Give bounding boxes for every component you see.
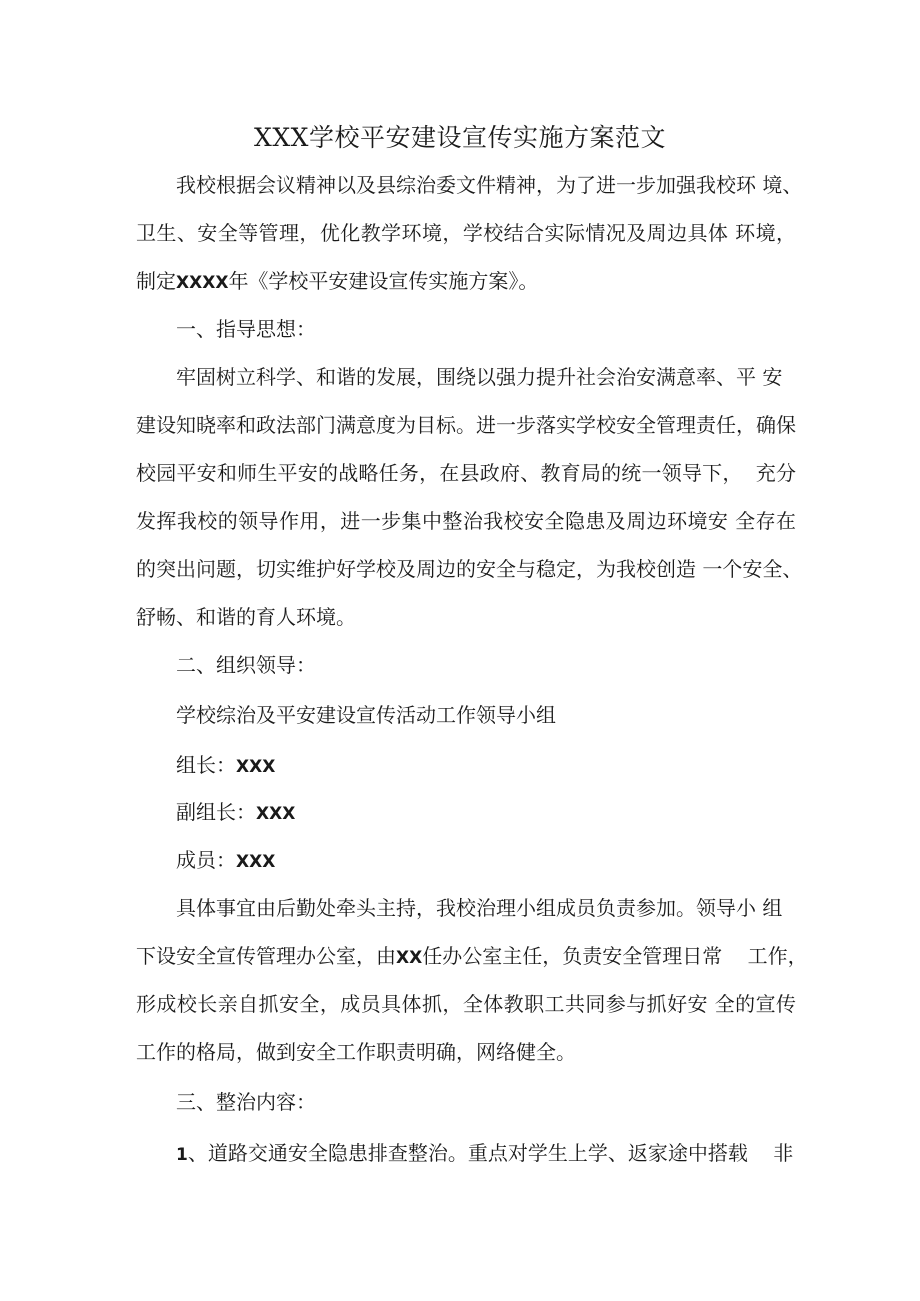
deputy-leader-label: 副组长： (176, 800, 256, 824)
intro-line-3 (136, 266, 796, 298)
section-3-heading: 三、整治内容： (176, 1090, 316, 1114)
group-members-name: XXX (236, 852, 276, 872)
group-members (176, 845, 275, 877)
group-leader-name: XXX (236, 757, 276, 777)
group-members-label: 成员： (176, 848, 236, 872)
intro-year-placeholder: XXXX (176, 273, 229, 293)
section-2-para-line-2 (136, 941, 808, 973)
group-leader-label: 组长： (176, 753, 236, 777)
deputy-leader-name: XXX (256, 804, 296, 824)
section-2-heading: 二、组织领导： (176, 653, 316, 677)
section-2-para-line-2-suffix: 任办公室主任，负责安全管理日常 工作， (422, 944, 808, 968)
intro-line-3-suffix: 年《学校平安建设宣传实施方案》。 (228, 269, 539, 293)
section-2-para-line-3: 形成校长亲自抓安全，成员具体抓，全体教职工共同参与抓好安 全的宣传 (136, 992, 796, 1016)
leadership-group-title: 学校综治及平安建设宣传活动工作领导小组 (176, 703, 556, 727)
intro-line-1: 我校根据会议精神以及县综治委文件精神，为了进一步加强我校环 境、 (176, 173, 803, 197)
section-2-para-line-2-prefix: 下设安全宣传管理办公室，由 (136, 944, 396, 968)
section-2-para-line-4: 工作的格局，做到安全工作职责明确，网络健全。 (136, 1040, 576, 1064)
deputy-leader (176, 797, 295, 829)
section-1-line-1: 牢固树立科学、和谐的发展，围绕以强力提升社会治安满意率、平 安 (176, 365, 783, 389)
document-title: XXX学校平安建设宣传实施方案范文 (254, 123, 666, 152)
section-2-para-line-1: 具体事宜由后勤处牵头主持，我校治理小组成员负责参加。领导小 组 (176, 896, 783, 920)
section-3-item-1 (176, 1138, 793, 1170)
section-1-line-2: 建设知晓率和政法部门满意度为目标。进一步落实学校安全管理责任，确保 (136, 413, 796, 437)
group-leader (176, 750, 275, 782)
section-1-line-4: 发挥我校的领导作用，进一步集中整治我校安全隐患及周边环境安 全存在 (136, 509, 796, 533)
section-1-line-5: 的突出问题，切实维护好学校及周边的安全与稳定，为我校创造 一个安全、 (136, 557, 803, 581)
intro-line-3-prefix: 制定 (136, 269, 176, 293)
item-1-number: 1 (176, 1145, 188, 1165)
section-1-line-3: 校园平安和师生平安的战略任务，在县政府、教育局的统一领导下， 充分 (136, 461, 796, 485)
section-1-line-6: 舒畅、和谐的育人环境。 (136, 605, 356, 629)
item-1-text: 、道路交通安全隐患排查整治。重点对学生上学、返家途中搭载 非 (187, 1141, 794, 1165)
intro-line-2: 卫生、安全等管理，优化教学环境，学校结合实际情况及周边具体 环境， (136, 221, 796, 245)
section-1-heading: 一、指导思想： (176, 317, 316, 341)
office-director-name: XX (396, 948, 423, 968)
